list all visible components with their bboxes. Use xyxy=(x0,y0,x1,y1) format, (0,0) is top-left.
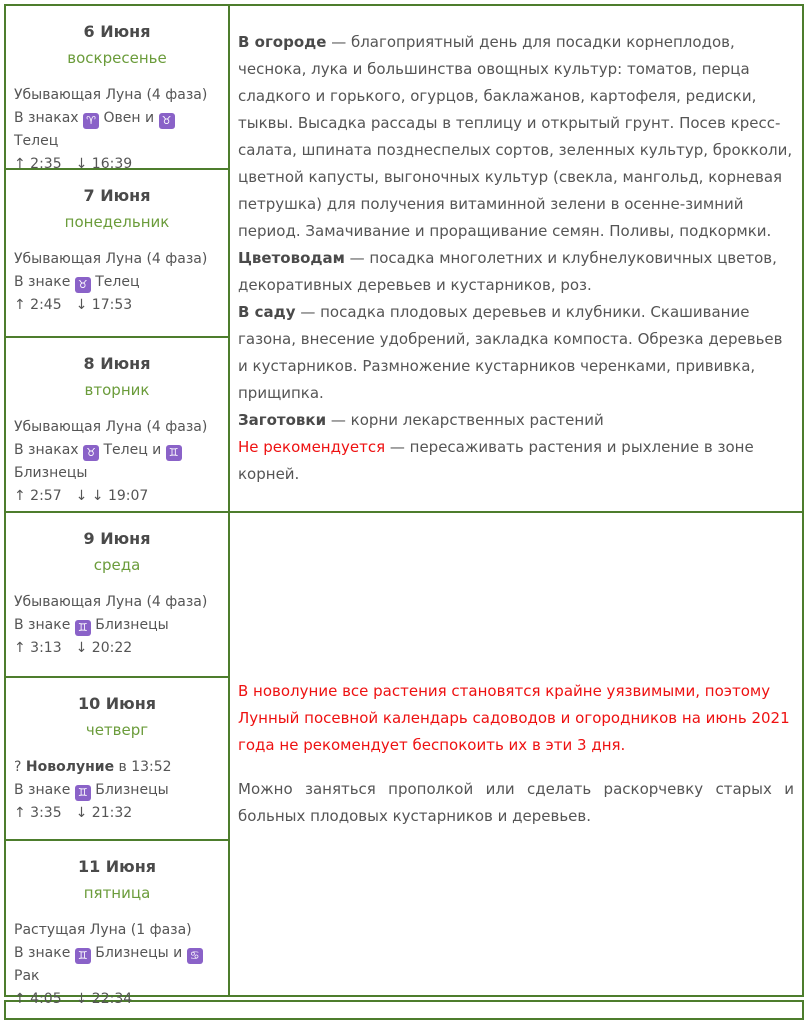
text-segment: ↑ 3:13 ↓ 20:22 xyxy=(14,640,133,656)
day-details xyxy=(6,591,228,660)
day-weekday: пятница xyxy=(83,884,151,902)
text-segment: Цветоводам xyxy=(238,249,345,267)
text-segment: в 13:52 xyxy=(114,759,172,775)
text-segment: ↑ 4:05 ↓ 22:34 xyxy=(14,991,133,1007)
taurus-icon: ♉ xyxy=(159,113,175,129)
text-segment: Овен и xyxy=(99,110,159,126)
detail-line xyxy=(14,248,222,271)
aries-icon: ♈ xyxy=(83,113,99,129)
detail-line xyxy=(14,84,222,107)
text-segment: Телец xyxy=(14,133,59,149)
day-date: 7 Июня xyxy=(83,186,151,205)
text-segment: В знаках xyxy=(14,110,84,126)
detail-line xyxy=(14,294,222,317)
text-segment: ↑ 2:57 ↓ ↓ 19:07 xyxy=(14,488,149,504)
text-segment: — благоприятный день для посадки корнеплодов, чеснока, лука и большинства овощных культур: томатов, перца сладкого и горького, огурцов, баклажанов, картофеля, редиски, тыквы. Высадка рассады в теплицу и открытый грунт. Посев кресс-салата, шпината позднеспелых сортов, зеленных культур, брокколи, цветной капусты, выгоночных культур (свекла, мангольд, корневая петрушка) для получения витаминной зелени в осенне-зимний период. Замачивание и проращивание семян. Поливы, подкормки. xyxy=(238,33,793,240)
text-segment: Телец и xyxy=(99,442,166,458)
day-cell xyxy=(6,678,228,841)
text-segment: В знаке xyxy=(14,782,75,798)
calendar-row-2 xyxy=(4,513,804,1007)
day-date: 11 Июня xyxy=(77,857,157,876)
text-segment: В знаке xyxy=(14,274,75,290)
gemini-icon: ♊ xyxy=(75,948,91,964)
text-segment: Близнецы xyxy=(90,617,169,633)
text-segment: Близнецы xyxy=(14,465,88,481)
day-cell xyxy=(6,338,228,511)
day-details xyxy=(6,416,228,508)
detail-line xyxy=(14,107,222,153)
text-segment: ? xyxy=(14,759,26,775)
detail-line xyxy=(14,919,222,942)
text-segment: В новолуние все растения становятся крайне уязвимыми, поэтому Лунный посевной календарь садоводов и огородников на июнь 2021 года не рекомендует беспокоить их в эти 3 дня. xyxy=(238,682,790,754)
gemini-icon: ♊ xyxy=(166,445,182,461)
advice-cell xyxy=(230,513,802,995)
text-segment: Близнецы xyxy=(90,782,169,798)
taurus-icon: ♉ xyxy=(83,445,99,461)
detail-line xyxy=(14,988,222,1011)
detail-line xyxy=(14,271,222,294)
day-details xyxy=(6,248,228,317)
text-segment: Можно заняться прополкой или сделать раскорчевку старых и больных плодовых кустарников и деревьев. xyxy=(238,780,794,825)
detail-line xyxy=(14,756,222,779)
day-cell xyxy=(6,841,228,1007)
text-segment: Убывающая Луна (4 фаза) xyxy=(14,419,208,435)
text-segment: В знаке xyxy=(14,617,75,633)
detail-line xyxy=(14,591,222,614)
text-segment: — корни лекарственных растений xyxy=(326,411,604,429)
day-date: 9 Июня xyxy=(83,529,151,548)
text-segment: В огороде xyxy=(238,33,327,51)
text-segment: ↑ 2:35 ↓ 16:39 xyxy=(14,156,133,172)
detail-line xyxy=(14,485,222,508)
text-segment: Близнецы и xyxy=(90,945,187,961)
days-column xyxy=(6,6,230,511)
text-segment: ↑ 3:35 ↓ 21:32 xyxy=(14,805,133,821)
day-details xyxy=(6,919,228,1011)
text-segment: Убывающая Луна (4 фаза) xyxy=(14,594,208,610)
text-segment: В знаках xyxy=(14,442,84,458)
day-date: 10 Июня xyxy=(77,694,157,713)
gemini-icon: ♊ xyxy=(75,620,91,636)
advice-section xyxy=(238,776,794,830)
day-date: 8 Июня xyxy=(83,354,151,373)
text-segment: Рак xyxy=(14,968,40,984)
day-weekday: вторник xyxy=(84,381,150,399)
text-segment: В знаке xyxy=(14,945,75,961)
text-segment: ↑ 2:45 ↓ 17:53 xyxy=(14,297,133,313)
taurus-icon: ♉ xyxy=(75,277,91,293)
day-weekday: воскресенье xyxy=(67,49,167,67)
day-details xyxy=(6,84,228,176)
day-date: 6 Июня xyxy=(83,22,151,41)
text-segment: Убывающая Луна (4 фаза) xyxy=(14,87,208,103)
advice-section xyxy=(238,299,794,407)
text-segment: Убывающая Луна (4 фаза) xyxy=(14,251,208,267)
gemini-icon: ♊ xyxy=(75,785,91,801)
calendar-row-1 xyxy=(4,4,804,513)
advice-section xyxy=(238,29,794,245)
day-weekday: среда xyxy=(93,556,141,574)
text-segment: — посадка плодовых деревьев и клубники. Скашивание газона, внесение удобрений, закладка компоста. Обрезка деревьев и кустарников. Размножение кустарников черенками, прививка, прищипка. xyxy=(238,303,783,402)
day-cell xyxy=(6,170,228,338)
day-cell xyxy=(6,6,228,170)
day-details xyxy=(6,756,228,825)
detail-line xyxy=(14,614,222,637)
advice-section xyxy=(238,407,794,434)
day-cell xyxy=(6,513,228,678)
detail-line xyxy=(14,779,222,802)
advice-section xyxy=(238,434,794,488)
text-segment: Заготовки xyxy=(238,411,327,429)
advice-section xyxy=(238,245,794,299)
detail-line xyxy=(14,802,222,825)
detail-line xyxy=(14,416,222,439)
text-segment: Растущая Луна (1 фаза) xyxy=(14,922,192,938)
detail-line xyxy=(14,942,222,988)
detail-line xyxy=(14,637,222,660)
advice-section xyxy=(238,678,794,759)
days-column xyxy=(6,513,230,1007)
text-segment: В саду xyxy=(238,303,296,321)
text-segment: — посадка многолетних и клубнелуковичных цветов, декоративных деревьев и кустарников, роз. xyxy=(238,249,777,294)
detail-line xyxy=(14,439,222,485)
day-weekday: понедельник xyxy=(64,213,170,231)
advice-cell xyxy=(230,6,802,511)
text-segment: Телец xyxy=(90,274,140,290)
text-segment: Не рекомендуется xyxy=(238,438,386,456)
cancer-icon: ♋ xyxy=(187,948,203,964)
text-segment: Новолуние xyxy=(25,759,115,775)
text-segment: — пересаживать растения и рыхление в зоне корней. xyxy=(238,438,754,483)
day-weekday: четверг xyxy=(85,721,149,739)
lunar-calendar-table xyxy=(4,4,804,1007)
